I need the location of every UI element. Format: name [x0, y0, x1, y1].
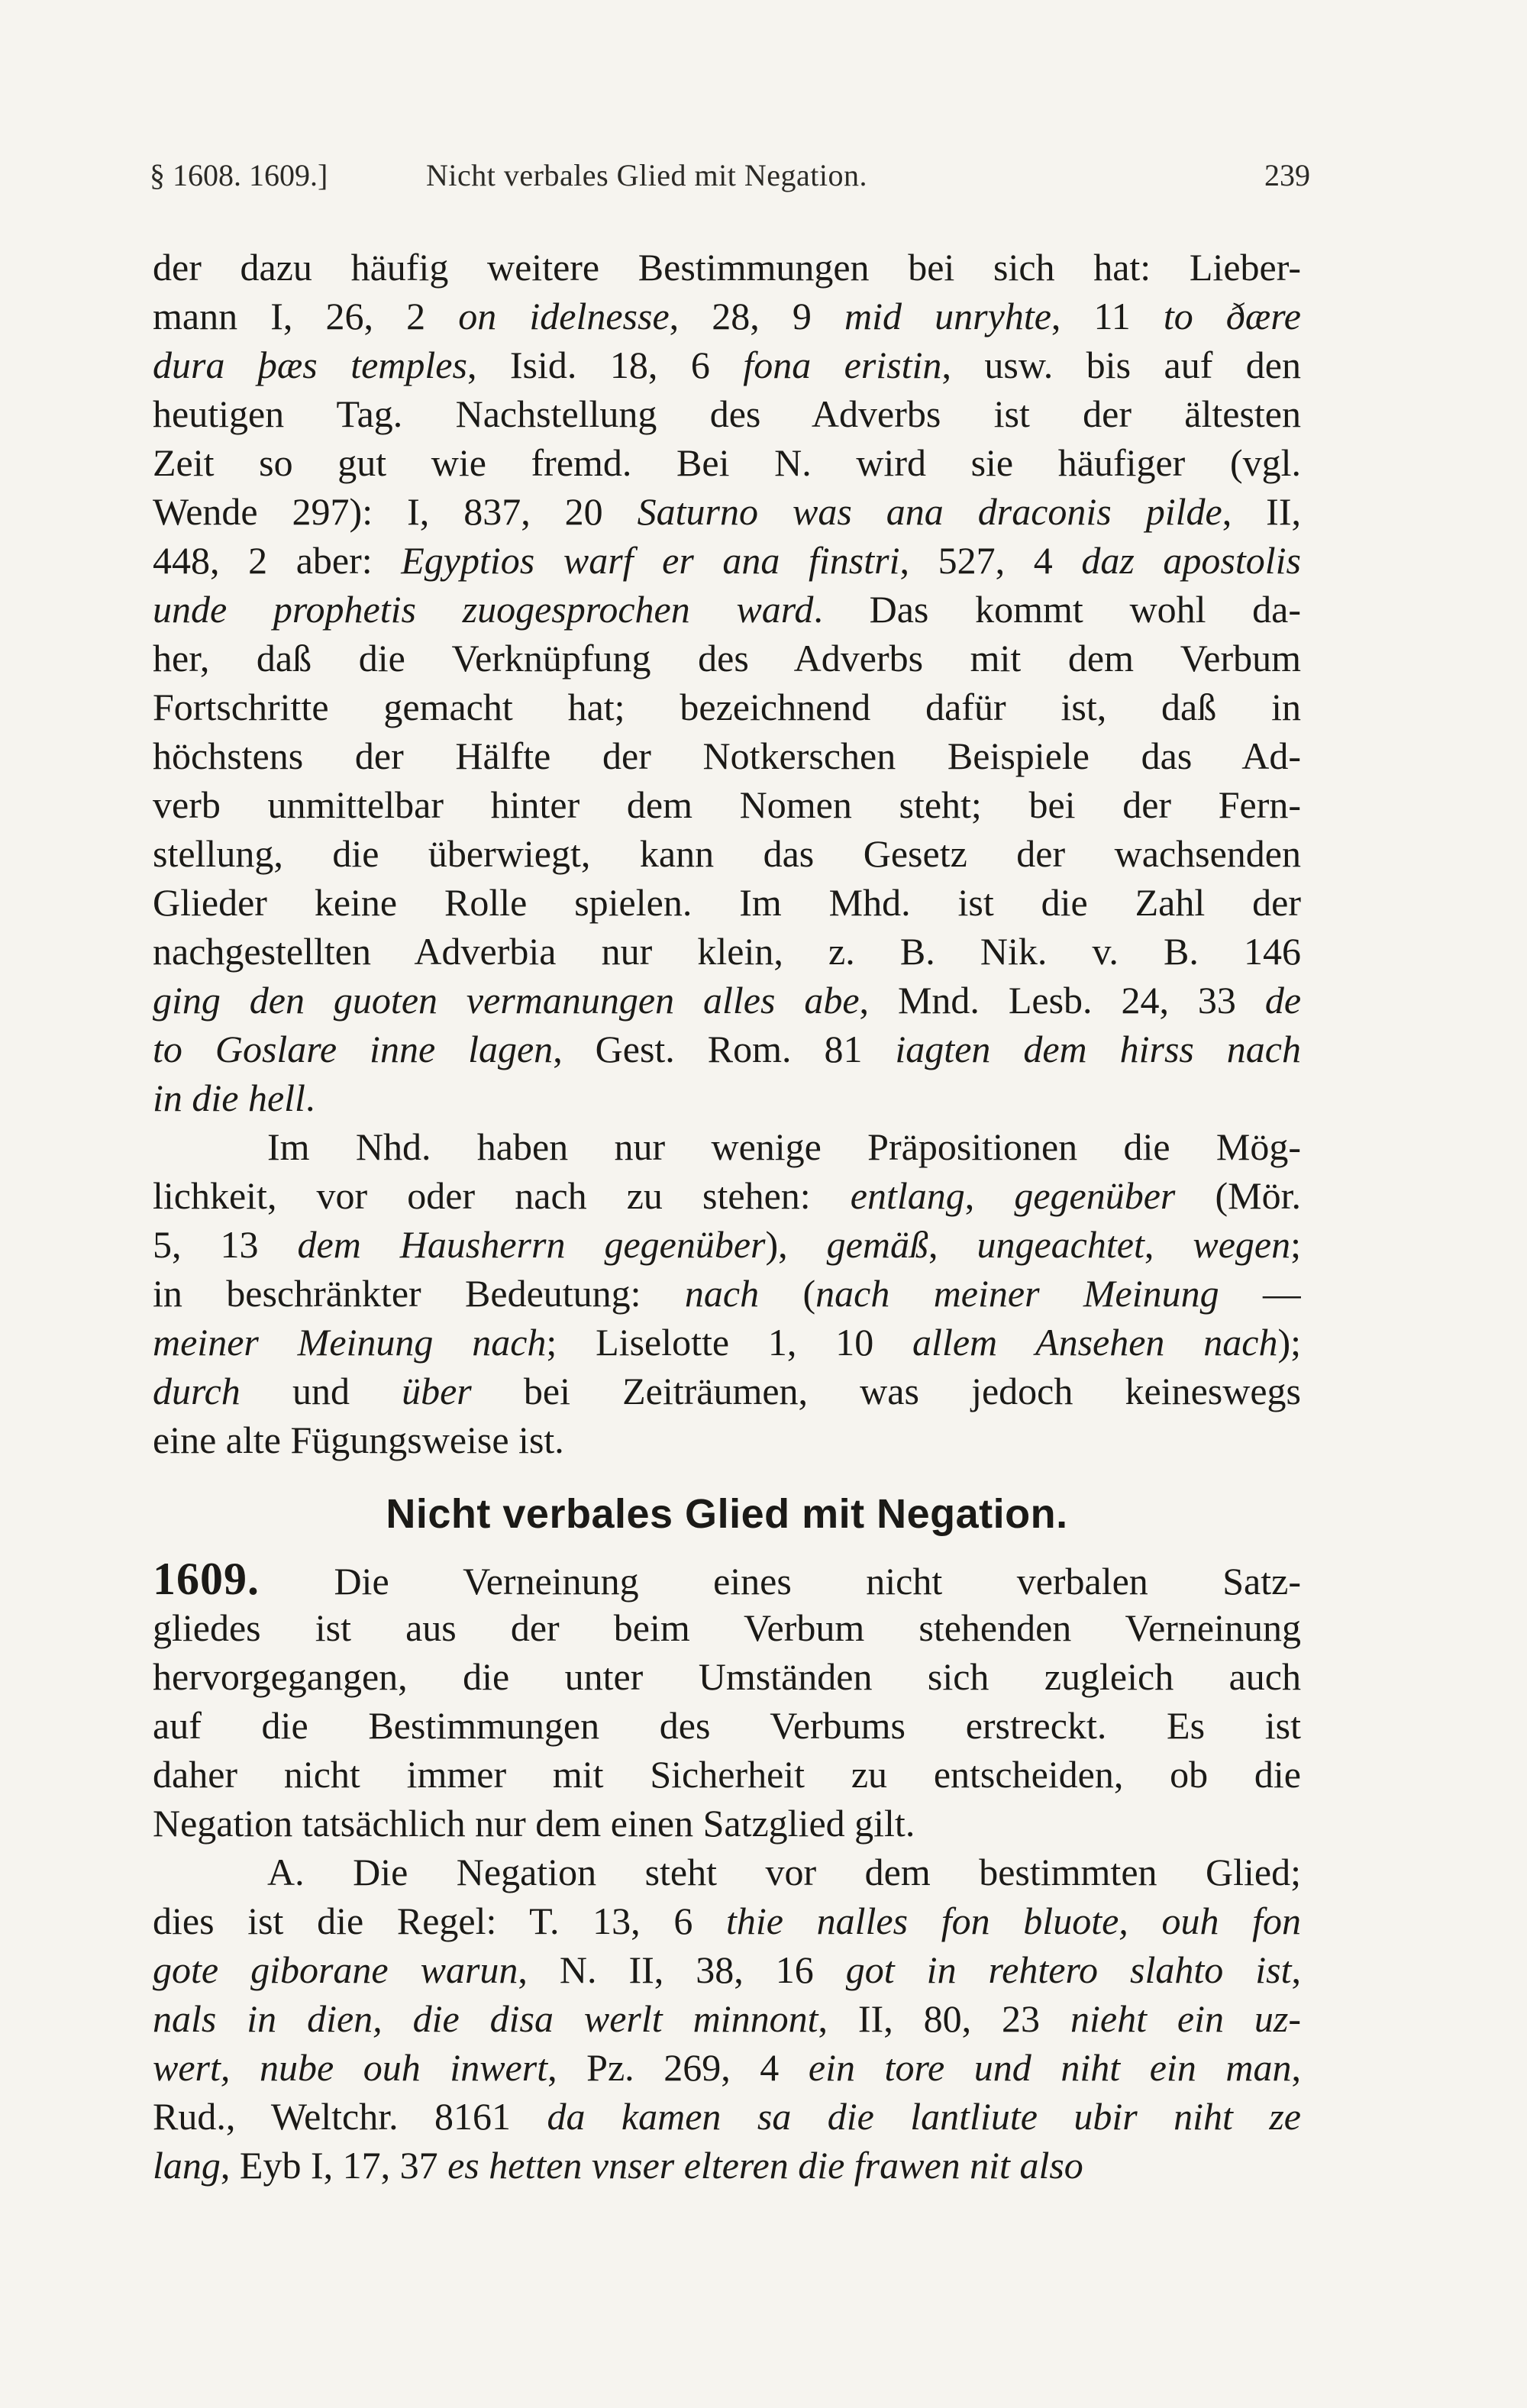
body-text [153, 243, 1301, 2190]
quoted-example: Saturno was ana draconis pilde [637, 490, 1222, 533]
paragraph [153, 243, 1301, 1122]
text-run: gliedes ist aus der beim Verbum stehenden Verneinung [153, 1606, 1301, 1649]
quoted-example: nieht ein uz- [1070, 1997, 1301, 2040]
quoted-example: iagten dem hirss nach [895, 1028, 1301, 1070]
text-line [153, 2141, 1301, 2190]
text-run: dies ist die Regel: T. 13, 6 [153, 1900, 726, 1942]
text-line [153, 1269, 1301, 1318]
text-run: stellung, die überwiegt, kann das Gesetz der wachsenden [153, 832, 1301, 875]
text-run: höchstens der Hälfte der Notkerschen Beispiele das Ad- [153, 734, 1301, 777]
quoted-example: unde prophetis zuogesprochen ward [153, 588, 814, 631]
text-run: — [1219, 1272, 1301, 1315]
text-run: , usw. bis auf den [941, 344, 1301, 386]
quoted-example: to ðære [1163, 295, 1301, 337]
text-line [153, 1073, 1301, 1122]
text-line [153, 1122, 1301, 1171]
paragraph [153, 1554, 1301, 1848]
text-line [153, 1701, 1301, 1750]
quoted-example: dura þæs temples [153, 344, 467, 386]
paragraph [153, 1122, 1301, 1464]
text-line [153, 1945, 1301, 1994]
text-run: , Mnd. Lesb. 24, 33 [859, 979, 1265, 1022]
text-line [153, 487, 1301, 536]
text-line [153, 1799, 1301, 1848]
quoted-example: nals in dien, die disa werlt minnont [153, 1997, 818, 2040]
quoted-example: lang [153, 2144, 221, 2187]
text-line [153, 780, 1301, 829]
text-run: , Eyb I, 17, 37 [220, 2144, 448, 2187]
text-run: , 28, 9 [669, 295, 845, 337]
text-run: Die Verneinung eines nicht verbalen Satz- [260, 1560, 1301, 1603]
text-run: . Das kommt wohl da- [813, 588, 1301, 631]
text-run: 5, 13 [153, 1223, 298, 1266]
text-run: und [240, 1370, 402, 1412]
text-line [153, 1896, 1301, 1945]
text-run: , II, [1222, 490, 1301, 533]
text-run: bei Zeiträumen, was jedoch keineswegs [471, 1370, 1301, 1412]
text-line [153, 2043, 1301, 2092]
text-run: der dazu häufig weitere Bestimmungen bei sich hat: Lieber- [153, 246, 1301, 289]
quoted-example: durch [153, 1370, 241, 1412]
text-line [153, 634, 1301, 683]
text-line [153, 1171, 1301, 1220]
text-run: , [1291, 1948, 1301, 1991]
quoted-example: mid unryhte [844, 295, 1051, 337]
quoted-example: gemäß [826, 1223, 928, 1266]
quoted-example: es hetten vnser elteren die frawen nit also [447, 2144, 1083, 2187]
text-run: , [1144, 1223, 1193, 1266]
text-run: A. Die Negation steht vor dem bestimmten Glied; [267, 1851, 1301, 1893]
text-run: , [1291, 2046, 1301, 2089]
quoted-example: to Goslare inne lagen [153, 1028, 554, 1070]
page-number: 239 [1264, 158, 1310, 192]
quoted-example: meiner Meinung nach [153, 1321, 547, 1364]
text-run: ), [765, 1223, 827, 1266]
text-run: , [964, 1174, 1015, 1217]
text-line [153, 585, 1301, 634]
text-line [153, 341, 1301, 389]
text-run: mann I, 26, 2 [153, 295, 459, 337]
text-line [153, 1603, 1301, 1652]
quoted-example: ging den guoten vermanungen alles abe [153, 979, 860, 1022]
section-number: 1609. [153, 1554, 260, 1603]
text-line [153, 243, 1301, 292]
text-run: Rud., Weltchr. 8161 [153, 2095, 547, 2138]
text-run: , N. II, 38, 16 [518, 1948, 846, 1991]
quoted-example: allem Ansehen nach [912, 1321, 1278, 1364]
paragraph [153, 1848, 1301, 2190]
quoted-example: da kamen sa die lantliute ubir niht ze [547, 2095, 1301, 2138]
text-line [153, 1848, 1301, 1896]
text-line [153, 829, 1301, 878]
text-run: verb unmittelbar hinter dem Nomen steht; bei der Fern- [153, 783, 1301, 826]
text-run: , Pz. 269, 4 [547, 2046, 809, 2089]
text-line [153, 438, 1301, 487]
text-run: hervorgegangen, die unter Umständen sich zugleich auch [153, 1655, 1301, 1698]
quoted-example: nach [684, 1272, 760, 1315]
text-line [153, 1994, 1301, 2043]
text-line [153, 976, 1301, 1025]
quoted-example: gegenüber [1014, 1174, 1176, 1217]
quoted-example: de [1264, 979, 1301, 1022]
text-run: ; Liselotte 1, 10 [546, 1321, 913, 1364]
text-run: , Isid. 18, 6 [466, 344, 744, 386]
quoted-example: thie nalles fon bluote, ouh fon [726, 1900, 1301, 1942]
text-run: , Gest. Rom. 81 [553, 1028, 896, 1070]
text-run: , 527, 4 [899, 539, 1082, 582]
quoted-example: on idelnesse [458, 295, 670, 337]
text-run: (Mör. [1175, 1174, 1301, 1217]
text-run: in beschränkter Bedeutung: [153, 1272, 685, 1315]
text-line [153, 1318, 1301, 1367]
text-run: ; [1290, 1223, 1301, 1266]
quoted-example: fona eristin [743, 344, 942, 386]
text-run: ( [759, 1272, 816, 1315]
text-run: Zeit so gut wie fremd. Bei N. wird sie häufiger (vgl. [153, 441, 1301, 484]
text-line [153, 731, 1301, 780]
text-run: Fortschritte gemacht hat; bezeichnend dafür ist, daß in [153, 686, 1301, 728]
text-run: Wende 297): I, 837, 20 [153, 490, 638, 533]
text-line [153, 1415, 1301, 1464]
text-run: heutigen Tag. Nachstellung des Adverbs ist der ältesten [153, 392, 1301, 435]
quoted-example: dem Hausherrn gegenüber [297, 1223, 766, 1266]
quoted-example: entlang [850, 1174, 965, 1217]
text-run: daher nicht immer mit Sicherheit zu entscheiden, ob die [153, 1753, 1301, 1796]
text-line [153, 1220, 1301, 1269]
text-line [153, 1025, 1301, 1073]
quoted-example: ungeachtet [977, 1223, 1144, 1266]
text-run: her, daß die Verknüpfung des Adverbs mit dem Verbum [153, 637, 1301, 679]
text-run: . [305, 1076, 315, 1119]
text-line [153, 878, 1301, 927]
running-title: Nicht verbales Glied mit Negation. [426, 158, 867, 192]
text-run: Im Nhd. haben nur wenige Präpositionen die Mög- [267, 1125, 1301, 1168]
text-run: 448, 2 aber: [153, 539, 402, 582]
text-line [153, 389, 1301, 438]
text-line [153, 1554, 1301, 1603]
quoted-example: über [402, 1370, 472, 1412]
text-run: , II, 80, 23 [818, 1997, 1070, 2040]
text-line [153, 1367, 1301, 1415]
quoted-example: Egyptios warf er ana finstri [401, 539, 900, 582]
text-run: lichkeit, vor oder nach zu stehen: [153, 1174, 851, 1217]
text-run: , [928, 1223, 977, 1266]
text-run: eine alte Fügungsweise ist. [153, 1419, 564, 1461]
text-run: nachgestellten Adverbia nur klein, z. B. Nik. v. B. 146 [153, 930, 1301, 973]
text-run: ); [1277, 1321, 1301, 1364]
text-line [153, 1652, 1301, 1701]
text-line [153, 927, 1301, 976]
running-head [150, 153, 1310, 199]
text-run: Negation tatsächlich nur dem einen Satzglied gilt. [153, 1802, 915, 1845]
section-heading: Nicht verbales Glied mit Negation. [386, 1491, 1068, 1537]
text-line [153, 292, 1301, 341]
quoted-example: nach meiner Meinung [815, 1272, 1219, 1315]
quoted-example: wert, nube ouh inwert [153, 2046, 548, 2089]
text-line [153, 536, 1301, 585]
quoted-example: wegen [1193, 1223, 1291, 1266]
text-line [153, 683, 1301, 731]
text-run: Glieder keine Rolle spielen. Im Mhd. ist die Zahl der [153, 881, 1301, 924]
quoted-example: in die hell [153, 1076, 305, 1119]
quoted-example: daz apostolis [1081, 539, 1301, 582]
quoted-example: got in rehtero slahto ist [845, 1948, 1292, 1991]
text-run: auf die Bestimmungen des Verbums erstreckt. Es ist [153, 1704, 1301, 1747]
text-line [153, 1750, 1301, 1799]
quoted-example: ein tore und niht ein man [808, 2046, 1292, 2089]
quoted-example: gote giborane warun [153, 1948, 518, 1991]
section-reference: § 1608. 1609.] [150, 158, 328, 192]
text-line [153, 2092, 1301, 2141]
text-run: , 11 [1051, 295, 1164, 337]
